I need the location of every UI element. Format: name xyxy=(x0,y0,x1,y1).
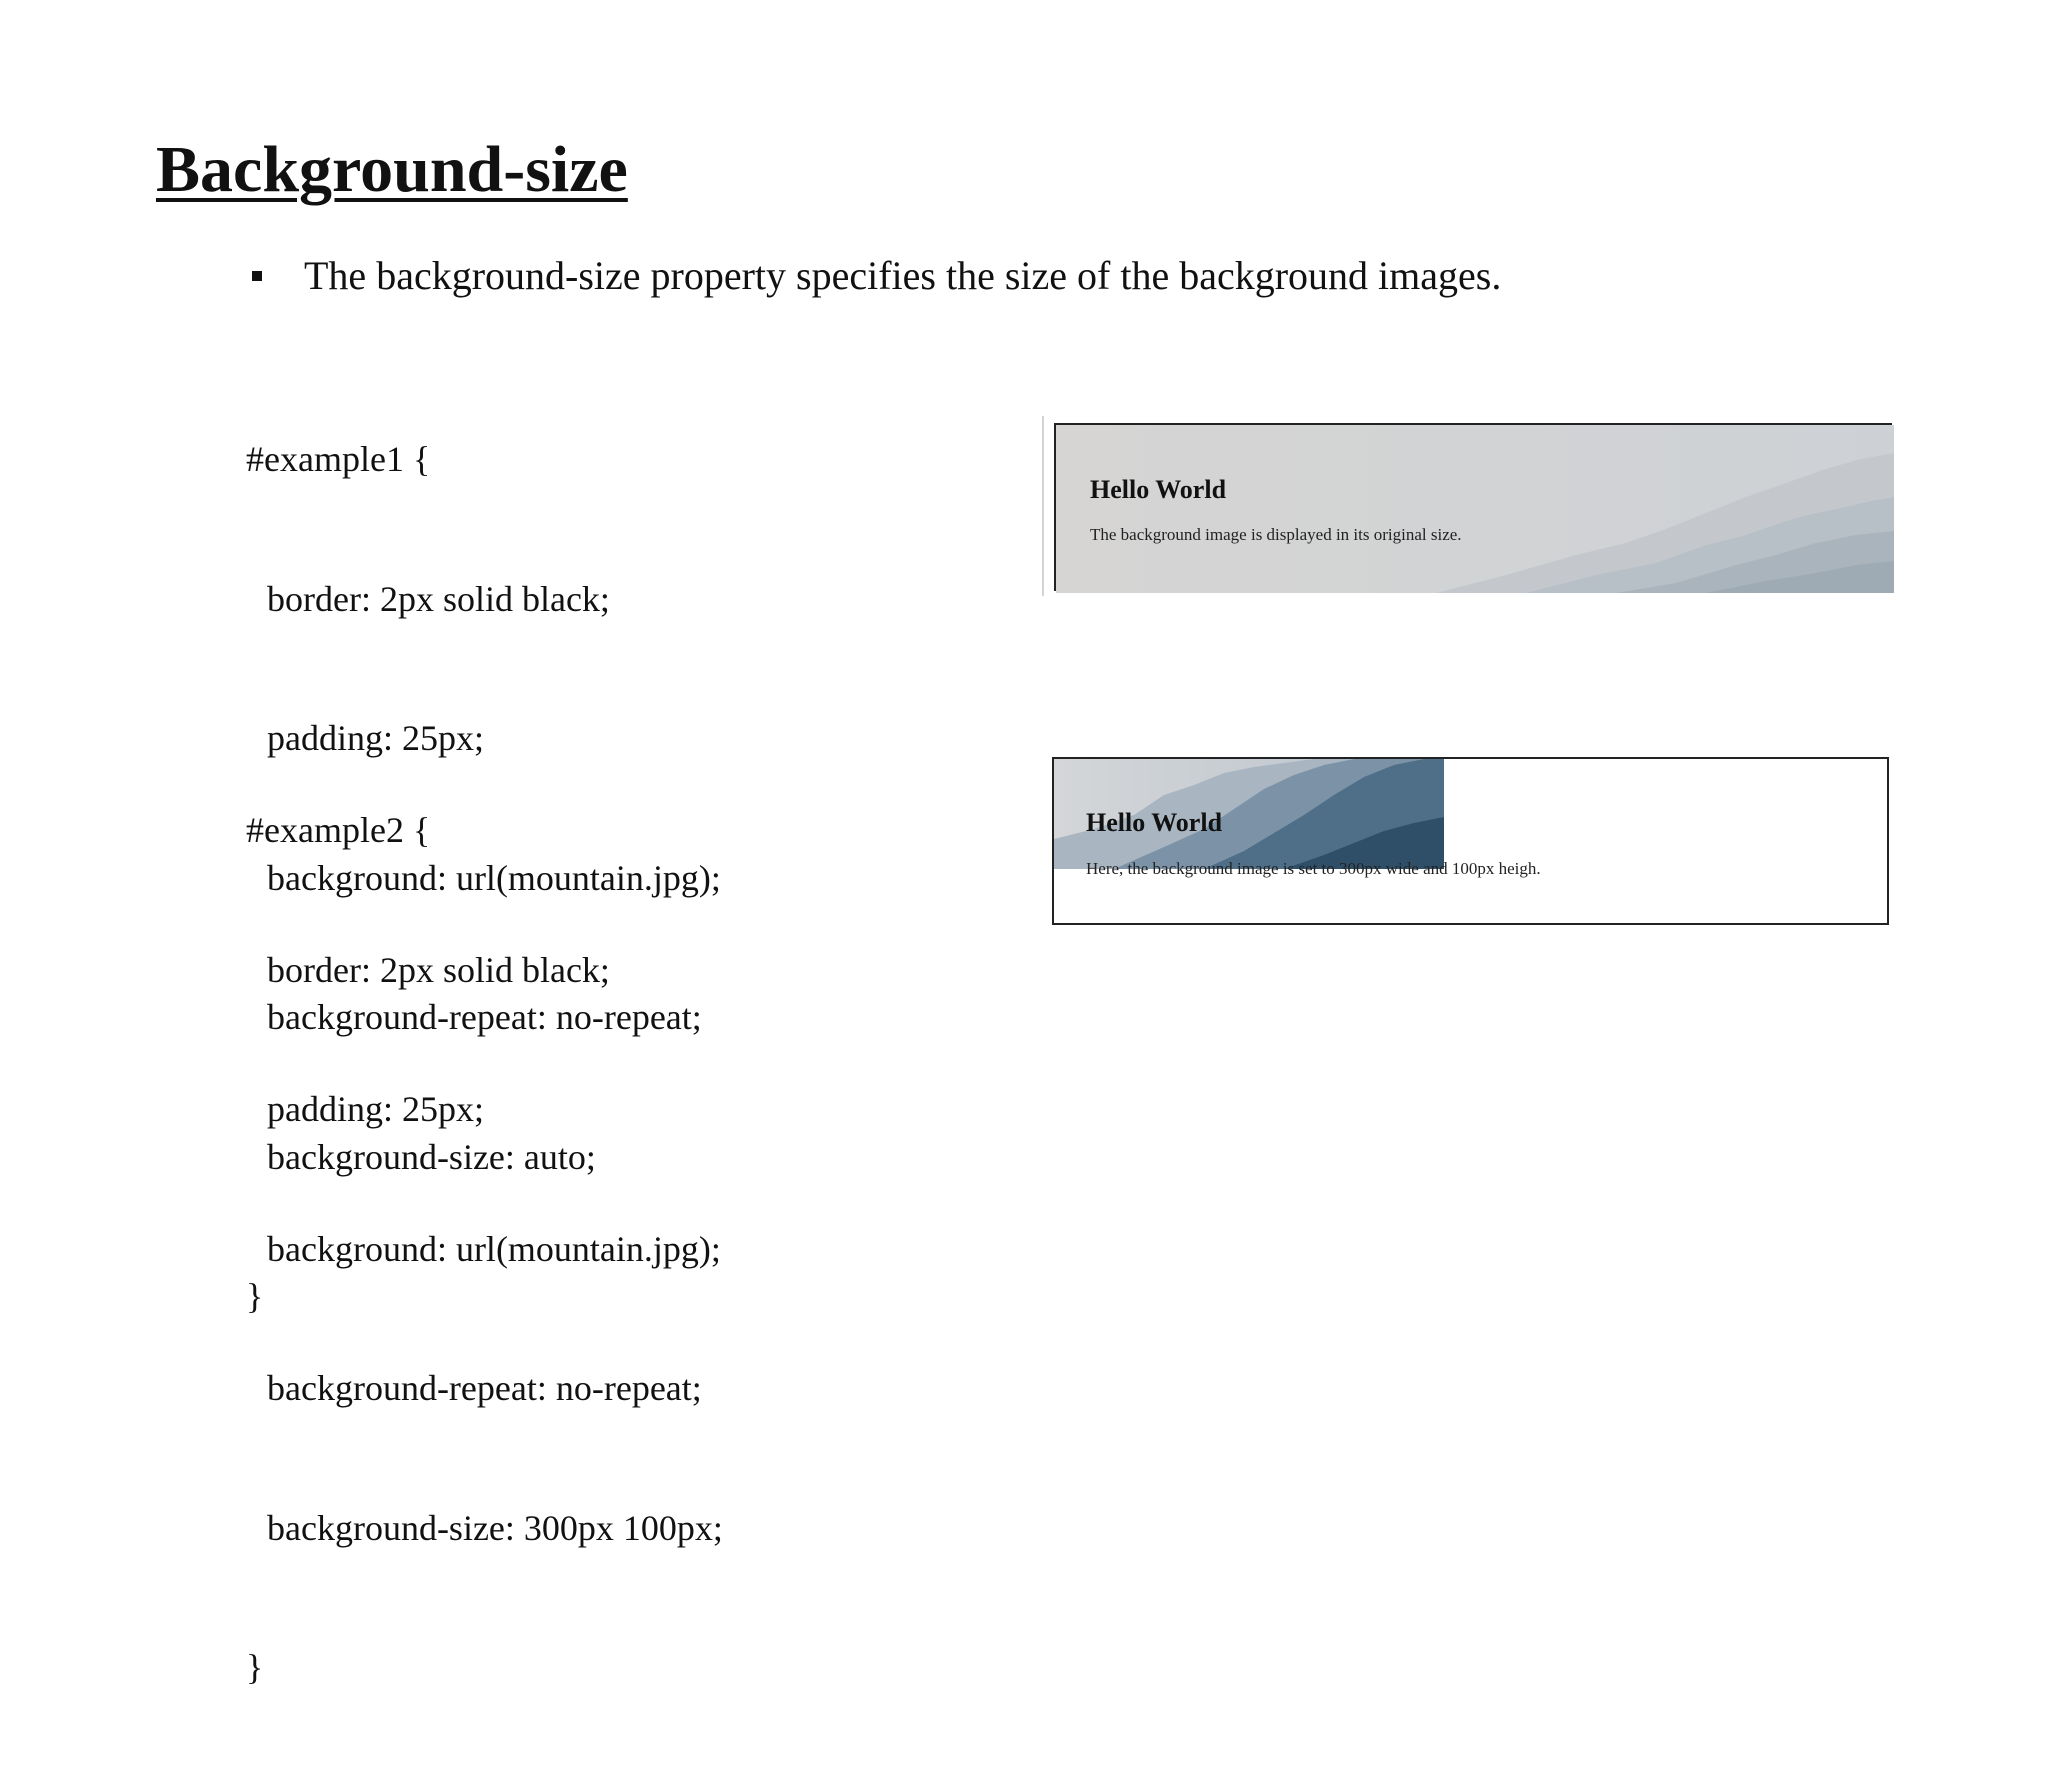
code-line: } xyxy=(246,1276,264,1316)
demo-heading: Hello World xyxy=(1090,475,1227,504)
code-line: padding: 25px; xyxy=(267,718,484,758)
code-line: #example1 { xyxy=(246,439,431,479)
slide-title: Background-size xyxy=(156,133,628,206)
square-bullet-icon xyxy=(252,271,262,281)
code-line: background: url(mountain.jpg); xyxy=(267,857,721,898)
code-block-example2 xyxy=(246,714,723,1784)
code-line: } xyxy=(246,1647,264,1687)
divider-line xyxy=(1042,416,1044,596)
bullet-text: The background-size property specifies the size of the background images. xyxy=(304,253,1502,298)
code-line: background-size: auto; xyxy=(267,1136,596,1177)
code-line: background: url(mountain.jpg); xyxy=(267,1228,721,1269)
demo-box-example2 xyxy=(1052,757,1889,925)
demo-text: Here, the background image is set to 300px wide and 100px heigh. xyxy=(1086,859,1541,878)
code-line: background-repeat: no-repeat; xyxy=(267,1368,702,1408)
demo-text: The background image is displayed in its original size. xyxy=(1090,525,1462,544)
code-line: border: 2px solid black; xyxy=(267,578,610,619)
mountain-background-image xyxy=(1056,425,1894,593)
code-line: padding: 25px; xyxy=(267,1089,484,1129)
code-line: background-repeat: no-repeat; xyxy=(267,997,702,1037)
code-line: background-size: 300px 100px; xyxy=(267,1507,723,1548)
code-line: #example2 { xyxy=(246,810,431,850)
demo-heading: Hello World xyxy=(1086,808,1223,837)
bullet-point xyxy=(252,252,1501,299)
code-line: border: 2px solid black; xyxy=(267,949,610,990)
demo-box-example1 xyxy=(1054,423,1892,591)
